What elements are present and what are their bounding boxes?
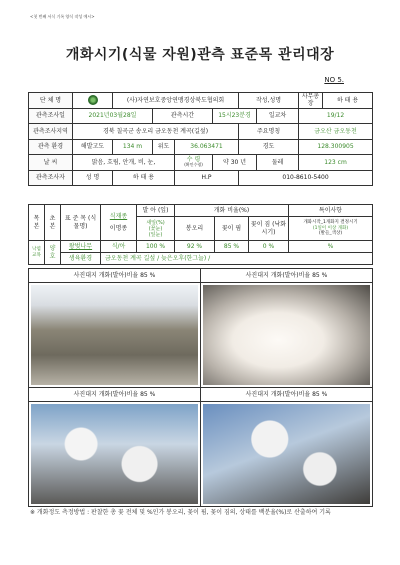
row-fall: 85 % [215,241,249,253]
photo-cell-3 [29,402,201,507]
env-label: 관측 환경 [29,139,73,155]
row-special: % [289,241,373,253]
age-value: 약 30 년 [213,155,257,171]
org-value: (사)자연보호중앙연맹경상북도협의회 [113,93,239,109]
h-special-sub2: (1일이 이상 개화) [312,225,349,231]
person-name: 하 태 용 [113,170,175,186]
footnote: ※ 개화정도 측정방법 : 판찰한 총 꽃 전체 및 %인가 봉오리, 꽃이 핌, 꽃이 짐의, 상태를 백분율(%)로 산출하여 기록 [30,509,331,516]
photo-caption-4: 사진대지 개화(발아)비율 85 % [201,388,373,402]
lat-value: 36.063471 [175,139,239,155]
lunar-label: 일교차 [257,108,299,124]
cherry-blossom-photo-1 [31,285,198,385]
h-open: 꽃이 핌 [215,217,249,241]
cherry-blossom-photo-4 [203,404,370,504]
weather-value: 맑음, 흐림, 안개, 비, 눈, [73,155,175,171]
photo-cell-4 [201,402,373,507]
h-flower: 개화 비율(%) [175,205,289,217]
time-label: 관측시간 [153,108,213,124]
hp-value: 010-8610-5400 [239,170,373,186]
lon-label: 경도 [239,139,299,155]
photo-caption-1: 사진대지 개화(발아)비율 85 % [29,269,201,283]
row-label: 낙엽 교목 [29,241,45,265]
h-bloom: 봉오리 [175,217,215,241]
hp-label: H.P [175,170,239,186]
top-note: <첫 번째 서식 기록 양식 작성 예시> [30,14,95,19]
row-name: 왕벚나무 [61,241,101,253]
h-std-names [101,205,137,241]
h-special: 특이사항 [289,205,373,217]
row-leaf: 식/아 [101,241,137,253]
photo-table [28,268,373,507]
h-leaf-sub [137,217,175,241]
h-leaf-sub3: (잎눈) [148,231,163,238]
photo-caption-2: 사진대지 개화(발아)비율 85 % [201,269,373,283]
h-special-sub1: 개화시작_1개화지 결정시기 [303,220,358,226]
row-bloom: 100 % [137,241,175,253]
observation-table [28,204,373,265]
h-leaf-sub1: 새잎(%) [146,219,165,226]
writer-role: 사무총장 [299,93,323,109]
h-special-sub3: (발들_색상) [318,231,343,237]
photo-cell-1 [29,283,201,388]
age-sub: (확인수령) [184,162,203,168]
mountain-value: 금오산 금오동천 [299,124,373,140]
mountain-label: 주요명칭 [239,124,299,140]
lon-value: 128.300905 [299,139,373,155]
h-std: 표 준 목 (식물명) [61,205,101,241]
h-leaf-sub2: (꽃눈) [148,225,163,232]
h-std-name: 이명종 [109,224,128,232]
photo-caption-3: 사진대지 개화(발아)비율 85 % [29,388,201,402]
place-label: 관측조사지역 [29,124,73,140]
org-label: 단 체 명 [29,93,73,109]
lunar-value: 19/12 [299,108,373,124]
row-kind: 양 호 [45,241,61,265]
time-value: 15시23분경 [213,108,257,124]
h-kind: 초 본 [45,205,61,241]
cherry-blossom-photo-2 [203,285,370,385]
circ-label: 둘레 [257,155,299,171]
photo-cell-2 [201,283,373,388]
writer-name: 하 태 용 [323,93,373,109]
h-leaf: 발 아 (잎) [137,205,175,217]
age-label-cell [175,155,213,171]
org-logo-icon [88,95,98,105]
weather-label: 날 씨 [29,155,73,171]
row-open: 92 % [175,241,215,253]
alt-value: 134 m [113,139,153,155]
h-fall: 꽃이 짐 (낙화시기) [249,217,289,241]
logo-cell [73,93,113,109]
h-special-sub [289,217,373,241]
alt-label: 해발고도 [73,139,113,155]
date-value: 2021년03월28일 [73,108,153,124]
name-label: 성 명 [73,170,113,186]
h-no: 목 본 [29,205,45,241]
row2-label: 생육환경 [61,253,101,265]
cherry-blossom-photo-3 [31,404,198,504]
place-value: 경북 칠곡군 송오리 금오동천 계곡(길섶) [73,124,239,140]
date-label: 관측조사일 [29,108,73,124]
row2-value: 금오동천 계곡 길섶 / 늦은오후(한그늘) / [101,253,373,265]
h-std-green: 식재종 [109,213,128,221]
age-label: 수 령 [186,156,201,164]
circ-value: 123 cm [299,155,373,171]
writer-label: 작성,성명 [239,93,299,109]
lat-label: 위도 [153,139,175,155]
doc-number: NO 5. [324,76,344,84]
row-fall2: 0 % [249,241,289,253]
page-title: 개화시기(식물 자원)관측 표준목 관리대장 [65,47,335,63]
person-label: 관측조사자 [29,170,73,186]
info-table [28,92,373,186]
